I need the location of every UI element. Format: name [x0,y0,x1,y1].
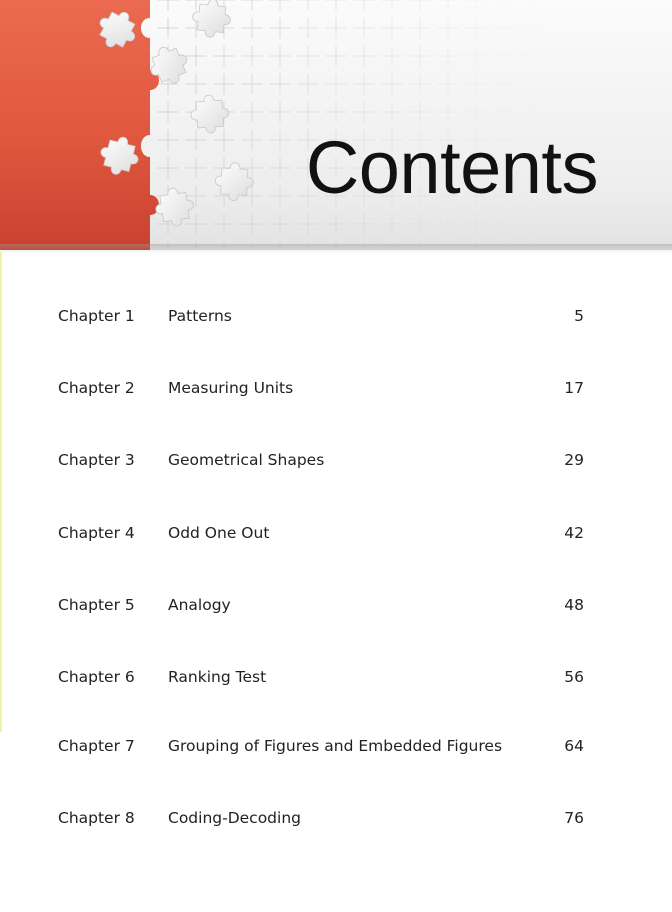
chapter-number: Chapter 2 [58,379,135,397]
page-number: 56 [564,668,584,686]
chapter-number: Chapter 1 [58,307,135,325]
chapter-title: Analogy [168,596,231,614]
header-banner [0,0,672,250]
page-number: 5 [574,307,584,325]
chapter-number: Chapter 4 [58,524,135,542]
toc-row[interactable] [58,592,584,618]
page-number: 76 [564,809,584,827]
chapter-number: Chapter 3 [58,451,135,469]
chapter-title: Measuring Units [168,379,294,397]
page-title: Contents [305,126,598,209]
chapter-number: Chapter 6 [58,668,135,686]
chapter-number: Chapter 7 [58,737,135,755]
page-number: 42 [564,524,584,542]
chapter-title: Ranking Test [168,668,267,686]
chapter-title: Coding-Decoding [168,809,301,827]
toc-row[interactable] [58,447,584,473]
toc-row[interactable] [58,805,584,831]
page-number: 48 [564,596,584,614]
orange-puzzle-edge [0,0,159,250]
chapter-title: Odd One Out [168,524,270,542]
puzzle-pieces-illustration [0,0,672,250]
chapter-number: Chapter 8 [58,809,135,827]
chapter-title: Grouping of Figures and Embedded Figures [168,737,503,755]
chapter-title: Geometrical Shapes [168,451,325,469]
page-number: 29 [564,451,584,469]
page-number: 17 [564,379,584,397]
page-number: 64 [564,737,584,755]
margin-accent-bar [0,252,2,732]
toc-row[interactable] [58,733,584,759]
header-shadow [0,244,672,253]
toc-row[interactable] [58,375,584,401]
toc-row[interactable] [58,664,584,690]
chapter-title: Patterns [168,307,232,325]
chapter-number: Chapter 5 [58,596,135,614]
toc-row[interactable] [58,520,584,546]
toc-row[interactable] [58,303,584,329]
